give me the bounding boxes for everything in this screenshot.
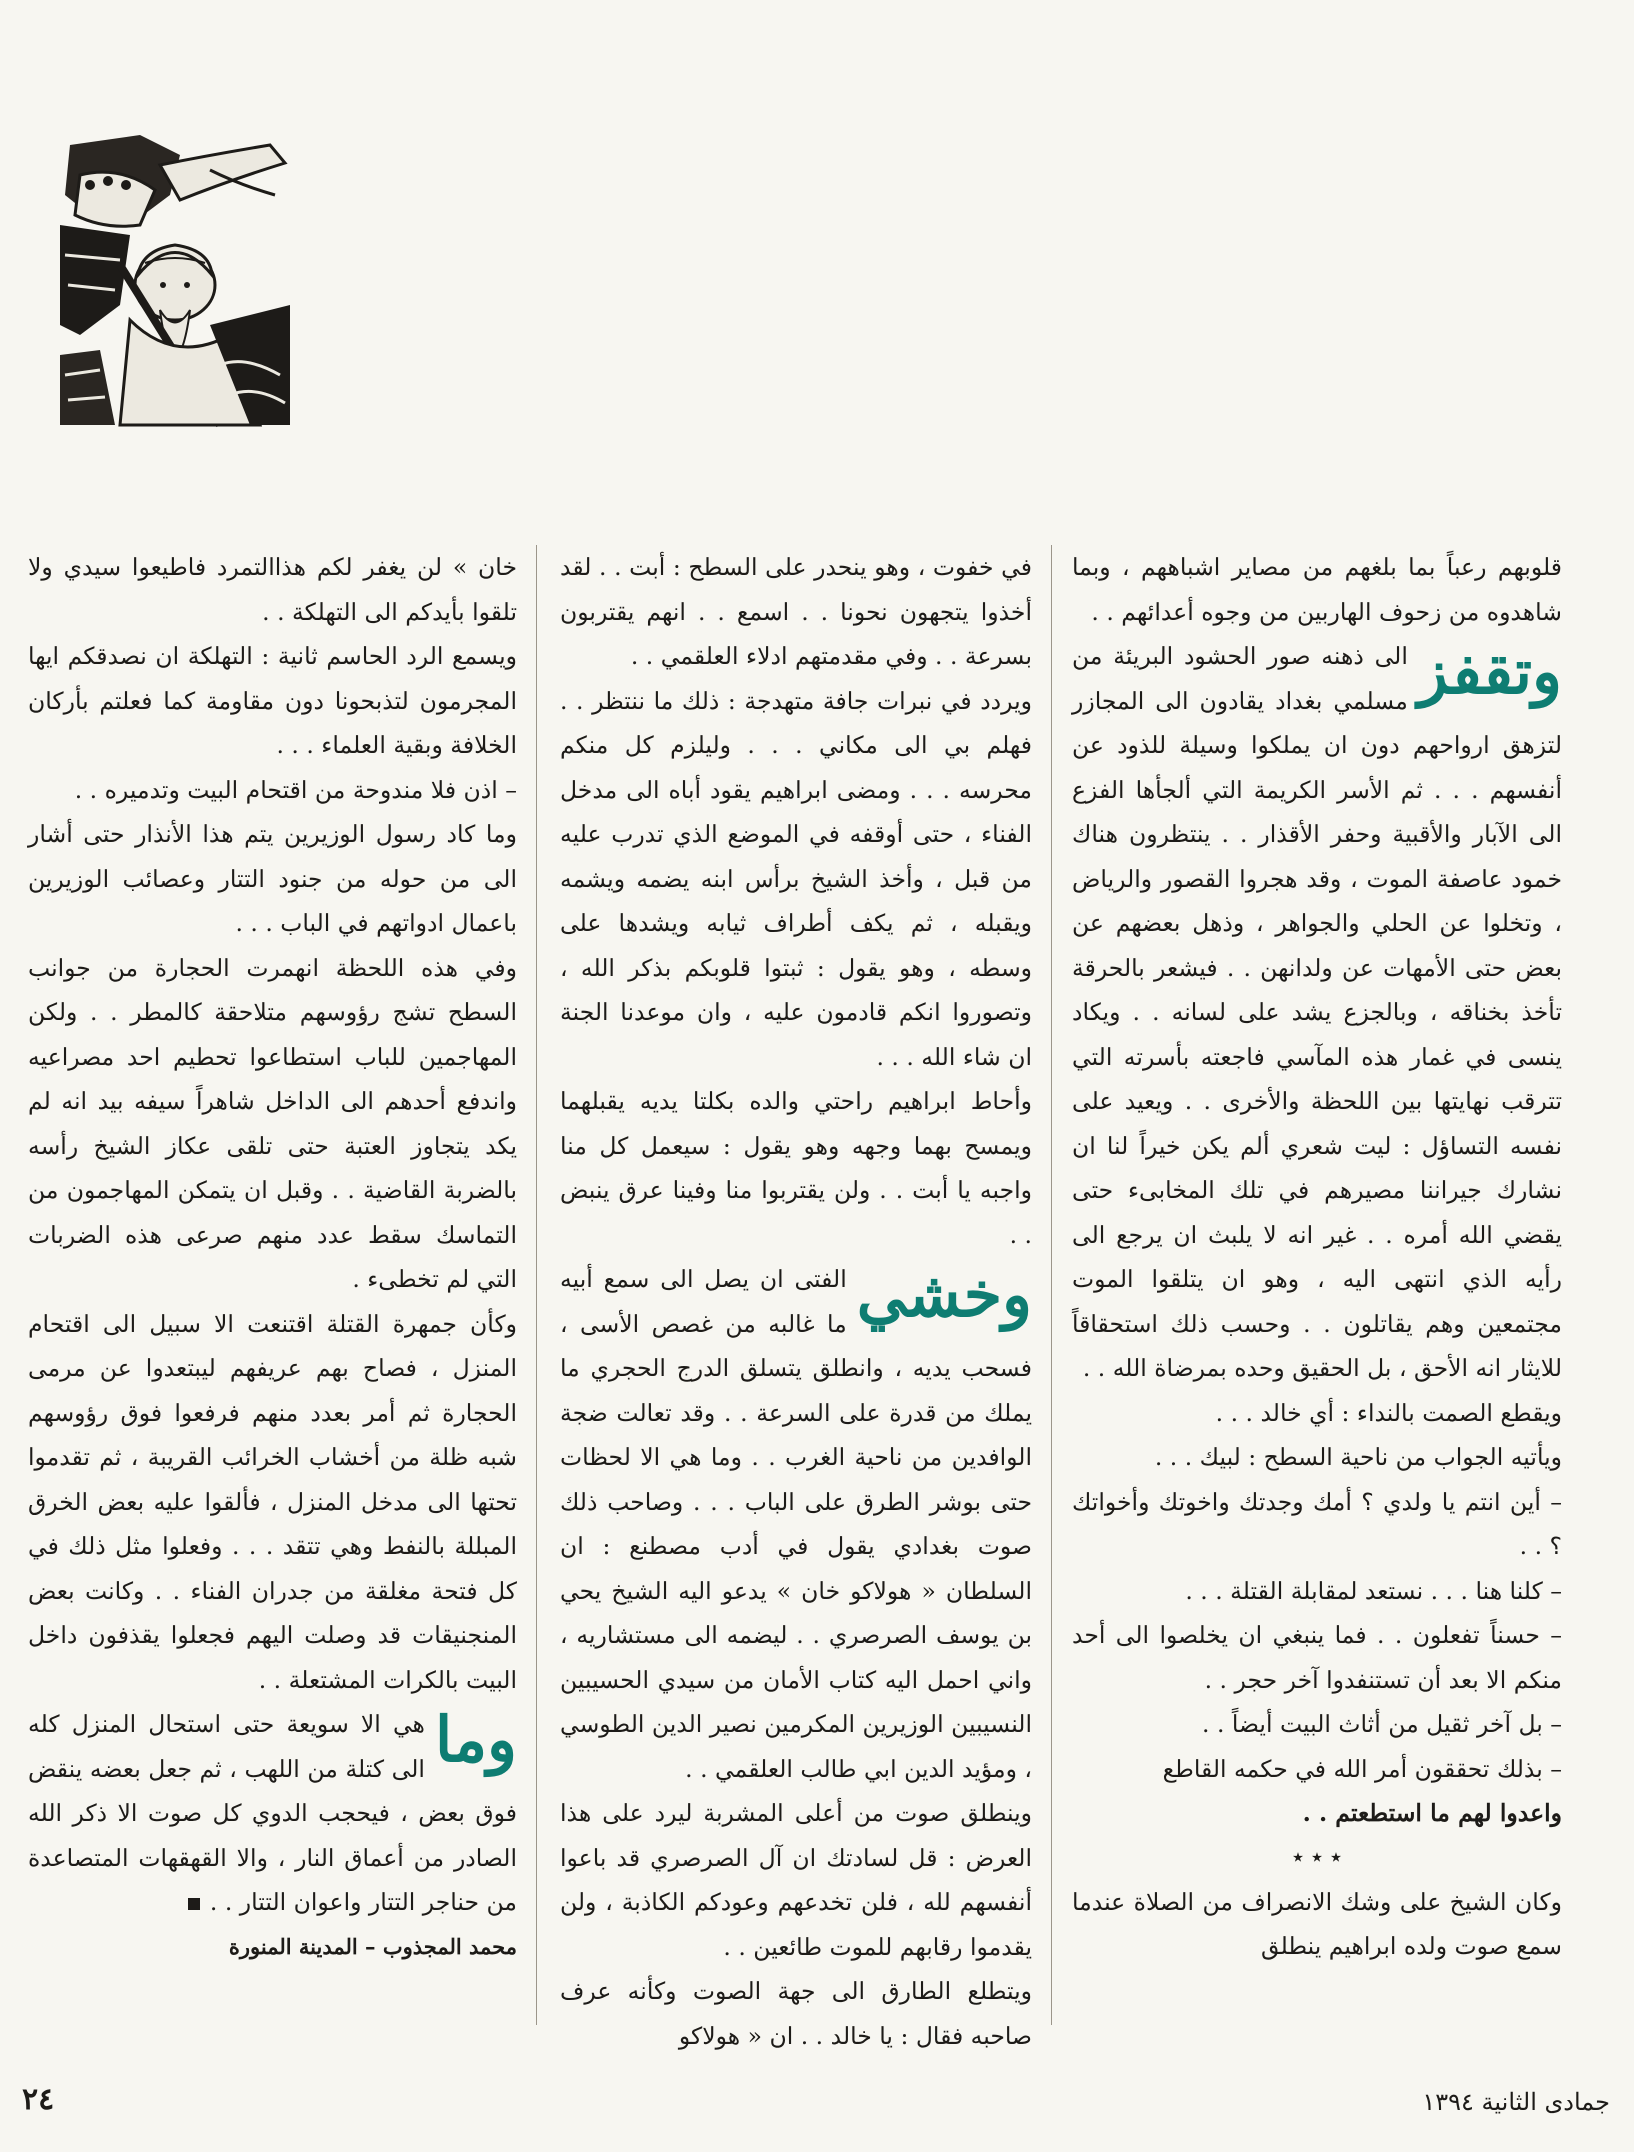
dialogue-line: – بذلك تحققون أمر الله في حكمه القاطع	[1162, 1754, 1562, 1783]
story-illustration	[60, 135, 290, 425]
paragraph-text: هي الا سويعة حتى استحال المنزل كله الى كتلة من اللهب ، ثم جعل بعضه ينقض فوق بعض ، فيحجب الدوي كل صوت الا ذكر الله الصادر من أعماق النار ، والا القهقهات المتصاعدة من حناجر التتار واعوان التتار . .	[28, 1710, 517, 1916]
drop-cap: وتقفز	[1417, 635, 1562, 708]
article-column-left	[28, 545, 517, 2025]
column-divider	[1051, 545, 1052, 2025]
section-separator: ٭ ٭ ٭	[1292, 1844, 1342, 1870]
dialogue-line: – أين انتم يا ولدي ؟ أمك وجدتك واخوتك وأخواتك ؟ . .	[1072, 1487, 1562, 1560]
paragraph: خان » لن يغفر لكم هذاالتمرد فاطيعوا سيدي ولا تلقوا بأيدكم الى التهلكة . .	[28, 553, 517, 626]
paragraph: ويتطلع الطارق الى جهة الصوت وكأنه عرف صاحبه فقال : يا خالد . . ان « هولاكو	[560, 1977, 1032, 2050]
paragraph: في خفوت ، وهو ينحدر على السطح : أبت . . لقد أخذوا يتجهون نحونا . . اسمع . . انهم يقتربون بسرعة . . وفي مقدمتهم ادلاء العلقمي . .	[560, 553, 1032, 670]
paragraph-text: الفتى ان يصل الى سمع أبيه ما غالبه من غصص الأسى ، فسحب يديه ، وانطلق يتسلق الدرج الحجري ما يملك من قدرة على السرعة . . وقد تعالت ضجة الوافدين من ناحية الغرب . . وما هي الا لحظات حتى بوشر الطرق على الباب . . . وصاحب ذلك صوت بغدادي يقول في أدب مصطنع : ان السلطان « هولاكو خان » يدعو اليه الشيخ يحي بن يوسف الصرصري . . ليضمه الى مستشاريه ، واني احمل اليه كتاب الأمان من سيدي الحسيبين النسيبين الوزيرين المكرمين نصير الدين الطوسي ، ومؤيد الدين ابي طالب العلقمي . .	[560, 1265, 1032, 1783]
issue-date: جمادى الثانية ١٣٩٤	[1422, 2088, 1610, 2116]
paragraph: ويسمع الرد الحاسم ثانية : التهلكة ان نصدقكم ايها المجرمون لتذبحونا دون مقاومة كما فعلتم بأركان الخلافة وبقية العلماء . . .	[28, 642, 517, 759]
paragraph-text: الى ذهنه صور الحشود البريئة من مسلمي بغداد يقادون الى المجازر لتزهق ارواحهم دون ان يملكوا وسيلة للذود عن أنفسهم . . . ثم الأسر الكريمة التي ألجأها الفزع الى الآبار والأقبية وحفر الأقذار . . ينتظرون هناك خمود عاصفة الموت ، وقد هجروا القصور والرياض ، وتخلوا عن الحلي والجواهر ، وذهل بعضهم عن بعض حتى الأمهات عن ولدانهن . . فيشعر بالحرقة تأخذ بخناقه ، وبالجزع يشد على لسانه . . ويكاد ينسى في غمار هذه المآسي فاجعته بأسرته التي تترقب نهايتها بين اللحظة والأخرى . . ويعيد على نفسه التساؤل : ليت شعري ألم يكن خيراً لنا ان نشارك جيراننا مصيرهم في تلك المخابىء حتى يقضي الله أمره . . غير انه لا يلبث ان يرجع الى رأيه الذي انتهى اليه ، وهو ان يتلقوا الموت مجتمعين وهم يقاتلون . . وحسب ذلك استحقاقاً للايثار انه الأحق ، بل الحقيق وحده بمرضاة الله . .	[1072, 642, 1562, 1382]
paragraph: وفي هذه اللحظة انهمرت الحجارة من جوانب السطح تشج رؤوسهم متلاحقة كالمطر . . ولكن المهاجمين للباب استطاعوا تحطيم احد مصراعيه واندفع أحدهم الى الداخل شاهراً سيفه بيد انه لم يكد يتجاوز العتبة حتى تلقى عكاز الشيخ رأسه بالضربة القاضية . . وقبل ان يتمكن المهاجمون من التماسك سقط عدد منهم صرعى هذه الضربات التي لم تخطىء .	[28, 953, 517, 1293]
page-number: ٢٤	[22, 2082, 55, 2117]
paragraph	[560, 1257, 1032, 1791]
dialogue-line: – اذن فلا مندوحة من اقتحام البيت وتدميره . .	[74, 775, 517, 804]
article-column-middle	[560, 545, 1032, 2050]
quranic-quote: واعدوا لهم ما استطعتم . .	[1302, 1799, 1562, 1827]
paragraph: وأحاط ابراهيم راحتي والده بكلتا يديه يقبلهما ويمسح بهما وجهه وهو يقول : سيعمل كل منا واجبه يا أبت . . ولن يقتربوا منا وفينا عرق ينبض . .	[560, 1087, 1032, 1249]
dialogue-line: – حسناً تفعلون . . فما ينبغي ان يخلصوا الى أحد منكم الا بعد أن تستنفدوا آخر حجر . .	[1072, 1621, 1562, 1694]
paragraph: قلوبهم رعباً بما بلغهم من مصاير اشباههم ، وبما شاهدوه من زحوف الهاربين من وجوه أعدائهم . .	[1072, 553, 1562, 626]
column-divider	[536, 545, 537, 2025]
dialogue-line: – بل آخر ثقيل من أثاث البيت أيضاً . .	[1202, 1710, 1562, 1738]
paragraph: وكان الشيخ على وشك الانصراف من الصلاة عندما سمع صوت ولده ابراهيم ينطلق	[1072, 1887, 1562, 1960]
author-signature: محمد المجذوب – المدينة المنورة	[228, 1933, 517, 1959]
paragraph: ويأتيه الجواب من ناحية السطح : لبيك . . .	[1154, 1443, 1562, 1471]
paragraph: وكأن جمهرة القتلة اقتنعت الا سبيل الى اقتحام المنزل ، فصاح بهم عريفهم ليبتعدوا عن مرمى الحجارة ثم أمر بعدد منهم فرفعوا فوق رؤوسهم شبه ظلة من أخشاب الخرائب القريبة ، ثم تقدموا تحتها الى مدخل المنزل ، فألقوا عليه بعض الخرق المبللة بالنفط وهي تتقد . . . وفعلوا مثل ذلك في كل فتحة مغلقة من جدران الفناء . . وكانت بعض المنجنيقات قد وصلت اليهم فجعلوا يقذفون داخل البيت بالكرات المشتعلة . .	[28, 1309, 517, 1694]
drop-cap: وما	[434, 1703, 517, 1776]
article-columns	[28, 545, 1562, 2050]
end-of-article-mark	[188, 1898, 200, 1910]
paragraph: وما كاد رسول الوزيرين يتم هذا الأنذار حتى أشار الى من حوله من جنود التتار وعصائب الوزيرين باعمال ادواتهم في الباب . . .	[28, 820, 517, 937]
paragraph	[28, 1702, 517, 1925]
dialogue-line: – كلنا هنا . . . نستعد لمقابلة القتلة . . .	[1185, 1576, 1562, 1605]
paragraph: وينطلق صوت من أعلى المشربة ليرد على هذا العرض : قل لسادتك ان آل الصرصري قد باعوا أنفسهم لله ، فلن تخدعهم وعودكم الكاذبة ، ولن يقدموا رقابهم للموت طائعين . .	[560, 1799, 1032, 1961]
paragraph	[1072, 634, 1562, 1391]
paragraph: ويقطع الصمت بالنداء : أي خالد . . .	[1215, 1398, 1562, 1427]
paragraph: ويردد في نبرات جافة متهدجة : ذلك ما ننتظر . . فهلم بي الى مكاني . . . وليلزم كل منكم محرسه . . . ومضى ابراهيم يقود أباه الى مدخل الفناء ، حتى أوقفه في الموضع الذي تدرب عليه من قبل ، وأخذ الشيخ برأس ابنه يضمه ويشمه ويقبله ، ثم يكف أطراف ثيابه ويشدها على وسطه ، وهو يقول : ثبتوا قلوبكم بذكر الله ، وتصوروا انكم قادمون عليه ، وان موعدنا الجنة ان شاء الله . . .	[560, 686, 1032, 1071]
drop-cap: وخشي	[856, 1258, 1032, 1331]
article-column-right	[1072, 545, 1562, 2025]
